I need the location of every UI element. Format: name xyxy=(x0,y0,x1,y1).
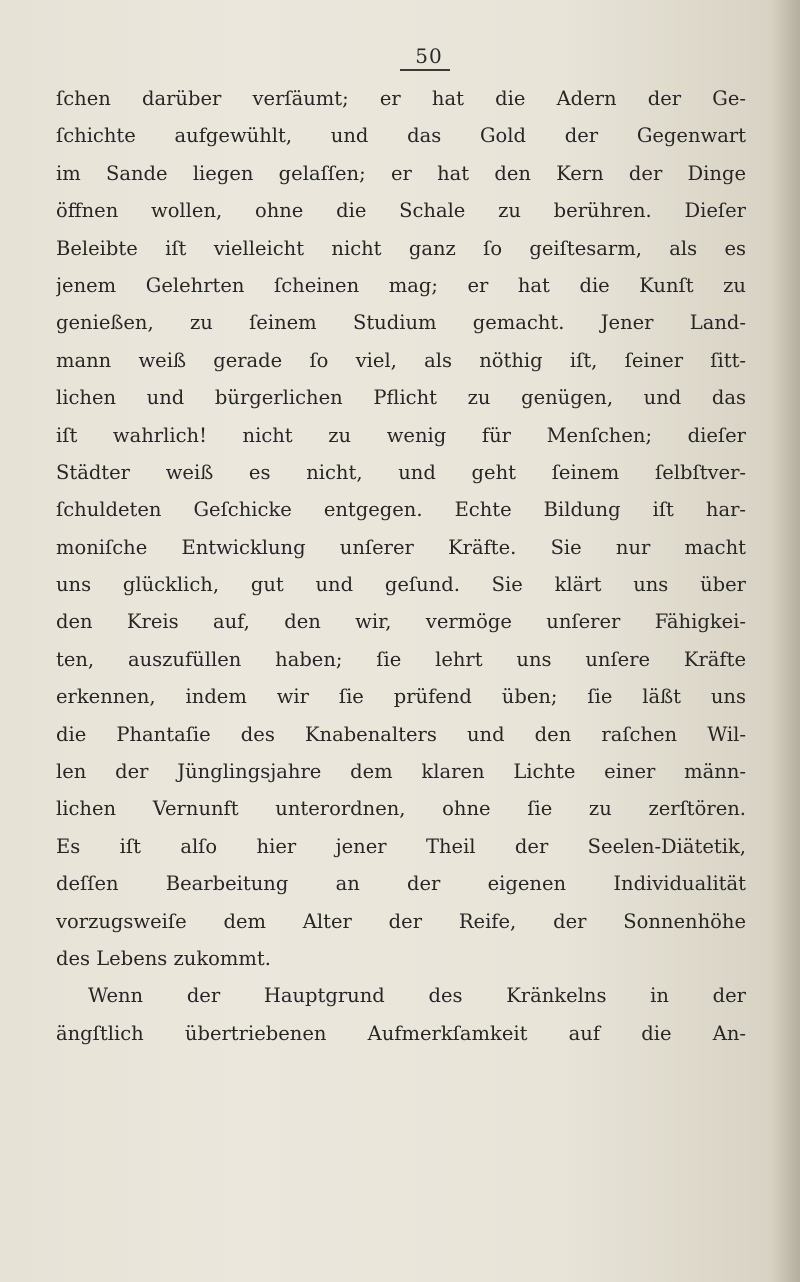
text-line: len der Jünglingsjahre dem klaren Lichte einer männ- xyxy=(56,760,746,784)
text-line: ſchen darüber verſäumt; er hat die Adern der Ge- xyxy=(56,87,746,110)
paragraph-end-line: des Lebens zukommt. xyxy=(56,946,271,970)
paragraph-start-line: Wenn der Hauptgrund des Kränkelns in der xyxy=(88,984,746,1008)
page-edge-shadow xyxy=(772,0,800,1282)
text-line: Beleibte iſt vielleicht nicht ganz ſo geiſtesarm, als es xyxy=(56,236,746,260)
text-line: genießen, zu ſeinem Studium gemacht. Jener Land- xyxy=(56,311,746,335)
text-line: öffnen wollen, ohne die Schale zu berühren. Dieſer xyxy=(56,199,746,223)
text-line: Es iſt alſo hier jener Theil der Seelen-Diätetik, xyxy=(56,834,746,858)
text-line: Städter weiß es nicht, und geht ſeinem ſelbſtver- xyxy=(56,460,746,484)
body-text xyxy=(56,80,746,1052)
text-line: im Sande liegen gelaſſen; er hat den Kern der Dinge xyxy=(56,161,746,185)
text-line: ten, auszufüllen haben; ſie lehrt uns unſere Kräfte xyxy=(56,647,746,671)
text-line: lichen und bürgerlichen Pflicht zu genügen, und das xyxy=(56,386,746,410)
text-line: erkennen, indem wir ſie prüfend üben; ſie läßt uns xyxy=(56,685,746,709)
text-line: moniſche Entwicklung unſerer Kräfte. Sie nur macht xyxy=(56,535,746,559)
text-line: ſchichte aufgewühlt, und das Gold der Gegenwart xyxy=(56,124,746,148)
text-line: lichen Vernunft unterordnen, ohne ſie zu zerſtören. xyxy=(56,797,746,821)
text-line: mann weiß gerade ſo viel, als nöthig iſt, ſeiner ſitt- xyxy=(56,348,746,372)
text-line: iſt wahrlich! nicht zu wenig für Menſchen; dieſer xyxy=(56,423,746,447)
text-line: ängſtlich übertriebenen Aufmerkſamkeit auf die An- xyxy=(56,1021,746,1045)
text-line: die Phantaſie des Knabenalters und den raſchen Wil- xyxy=(56,722,746,746)
text-line: deſſen Bearbeitung an der eigenen Individualität xyxy=(56,872,746,896)
page-number-underline xyxy=(400,69,450,71)
text-line: den Kreis auf, den wir, vermöge unſerer Fähigkei- xyxy=(56,610,746,634)
text-line: vorzugsweiſe dem Alter der Reife, der Sonnenhöhe xyxy=(56,909,746,933)
text-line: uns glücklich, gut und geſund. Sie klärt uns über xyxy=(56,573,746,597)
page-number: 50 xyxy=(415,44,443,68)
text-line: ſchuldeten Geſchicke entgegen. Echte Bildung iſt har- xyxy=(56,498,746,522)
text-line: jenem Gelehrten ſcheinen mag; er hat die Kunſt zu xyxy=(56,273,746,297)
